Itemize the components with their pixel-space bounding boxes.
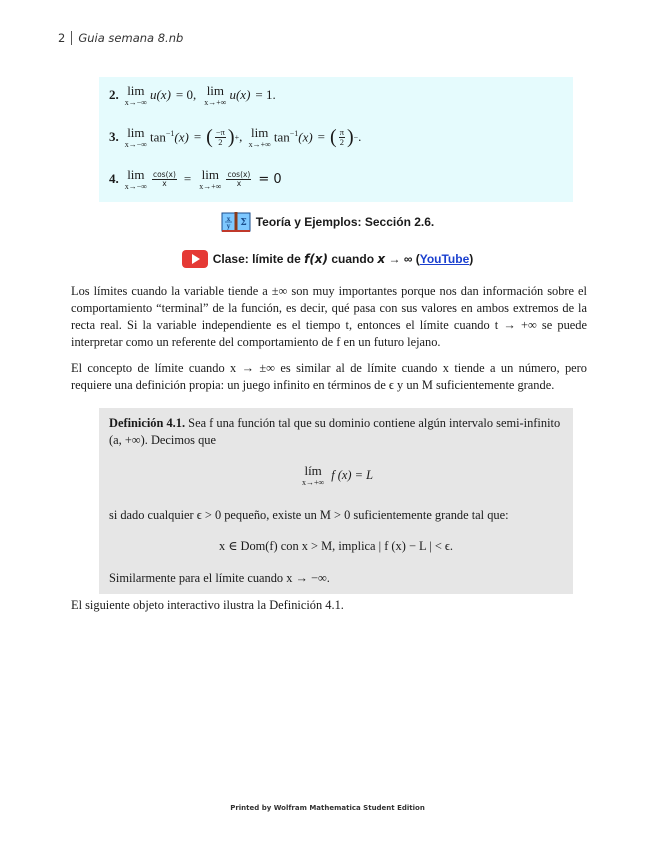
limit-value: = 1. bbox=[255, 87, 276, 102]
definition-intro: Definición 4.1. Sea f una función tal que su dominio contiene algún intervalo semi-infinito (a, +∞). Decimos que bbox=[109, 416, 561, 447]
print-footer: Printed by Wolfram Mathematica Student Edition bbox=[230, 804, 425, 812]
limit-item-4: 4. lim x→−∞ $\frac{\cos(x)}{x}$ = lim x→+∞ $\frac{\cos(x)}{x}$ = 0 bbox=[109, 166, 282, 191]
definition-similarly: Similarmente para el límite cuando x → −∞. bbox=[109, 571, 330, 585]
definition-implication: x ∈ Dom(f) con x > M, implica | f (x) − L | < ϵ. bbox=[218, 539, 454, 553]
fraction: $\frac{-\pi}{2}$ bbox=[215, 126, 225, 147]
book-icon[interactable] bbox=[221, 211, 251, 233]
page-header bbox=[58, 31, 183, 45]
svg-text:Σ: Σ bbox=[240, 218, 247, 228]
limit-item-2 bbox=[109, 81, 281, 109]
limits-examples-box bbox=[99, 77, 573, 202]
definition-box bbox=[99, 408, 573, 594]
theory-link-label[interactable]: Teoría y Ejemplos: Sección 2.6. bbox=[255, 215, 435, 229]
fraction: $\frac{\pi}{2}$ bbox=[339, 126, 344, 147]
paragraph-limit-concept: El concepto de límite cuando x → ±∞ es similar al de límite cuando x tiende a un número, pero requiere una definición propia: un juego infinito en términos de ϵ y un M suficientemente grande. bbox=[71, 361, 587, 392]
youtube-play-icon[interactable] bbox=[182, 250, 208, 268]
arctan-function: $\tan^{-1}(x)$ bbox=[149, 128, 189, 145]
fraction: $\frac{\cos(x)}{x}$ bbox=[227, 169, 251, 188]
limit-operator: lim x→−∞ bbox=[124, 124, 147, 149]
limit-item-3: 3. lim x→−∞ $\tan^{-1}(x)$ = ( $\frac{-\pi}{2}$ ) + , lim x→+∞ $\tan^{-1}(x)$ = ( $\frac{\pi}{2}$ ) − . bbox=[109, 124, 362, 149]
theory-link-line bbox=[0, 209, 655, 235]
limit-operator: lim x→+∞ bbox=[248, 124, 271, 149]
fraction: $\frac{\cos(x)}{x}$ bbox=[152, 169, 176, 188]
limit-operator: lim x→+∞ bbox=[199, 166, 222, 191]
limit-operator: lim x→+∞ bbox=[204, 82, 227, 107]
definition-limit-formula: lím x→+∞ f (x) = L bbox=[302, 463, 373, 487]
item-number: 3. bbox=[109, 129, 119, 144]
definition-condition: si dado cualquier ϵ > 0 pequeño, existe un M > 0 suficientemente grande tal que: bbox=[109, 508, 509, 522]
limit-value: = 0, bbox=[175, 87, 197, 102]
limit-result: = 0 bbox=[258, 171, 282, 187]
limit-function: u(x) bbox=[149, 87, 171, 102]
class-link-label: Clase: límite de bbox=[212, 252, 301, 266]
class-link-line: Clase: límite de f(x) cuando x → ∞ ( YouTube ) bbox=[0, 248, 655, 270]
paragraph-interactive-note: El siguiente objeto interactivo ilustra la Definición 4.1. bbox=[71, 598, 344, 612]
limit-function: u(x) bbox=[229, 87, 251, 102]
definition-title: Definición 4.1. bbox=[109, 416, 186, 430]
paragraph-terminal-behavior: Los límites cuando la variable tiende a ±∞ son muy importantes porque nos dan información sobre el comportamiento “terminal” de la función, es decir, qué pasa con sus valores en ambos extremos de la recta real. Si la variable independiente es el tiempo t, entonces el límite cuando t → +∞ se puede interpretar como un referente del comportamiento de f en un futuro lejano. bbox=[71, 284, 587, 349]
item-number: 2. bbox=[109, 87, 119, 102]
item-number: 4. bbox=[109, 171, 119, 186]
limit-operator: lim x→−∞ bbox=[124, 82, 147, 107]
svg-text:y: y bbox=[226, 223, 230, 230]
arctan-function: $\tan^{-1}(x)$ bbox=[273, 128, 313, 145]
notebook-title: Guia semana 8.nb bbox=[78, 31, 184, 45]
limit-operator: lim x→−∞ bbox=[124, 166, 147, 191]
youtube-link[interactable]: YouTube bbox=[419, 252, 470, 266]
page-number: 2 bbox=[58, 31, 72, 45]
svg-text:x: x bbox=[226, 216, 231, 223]
